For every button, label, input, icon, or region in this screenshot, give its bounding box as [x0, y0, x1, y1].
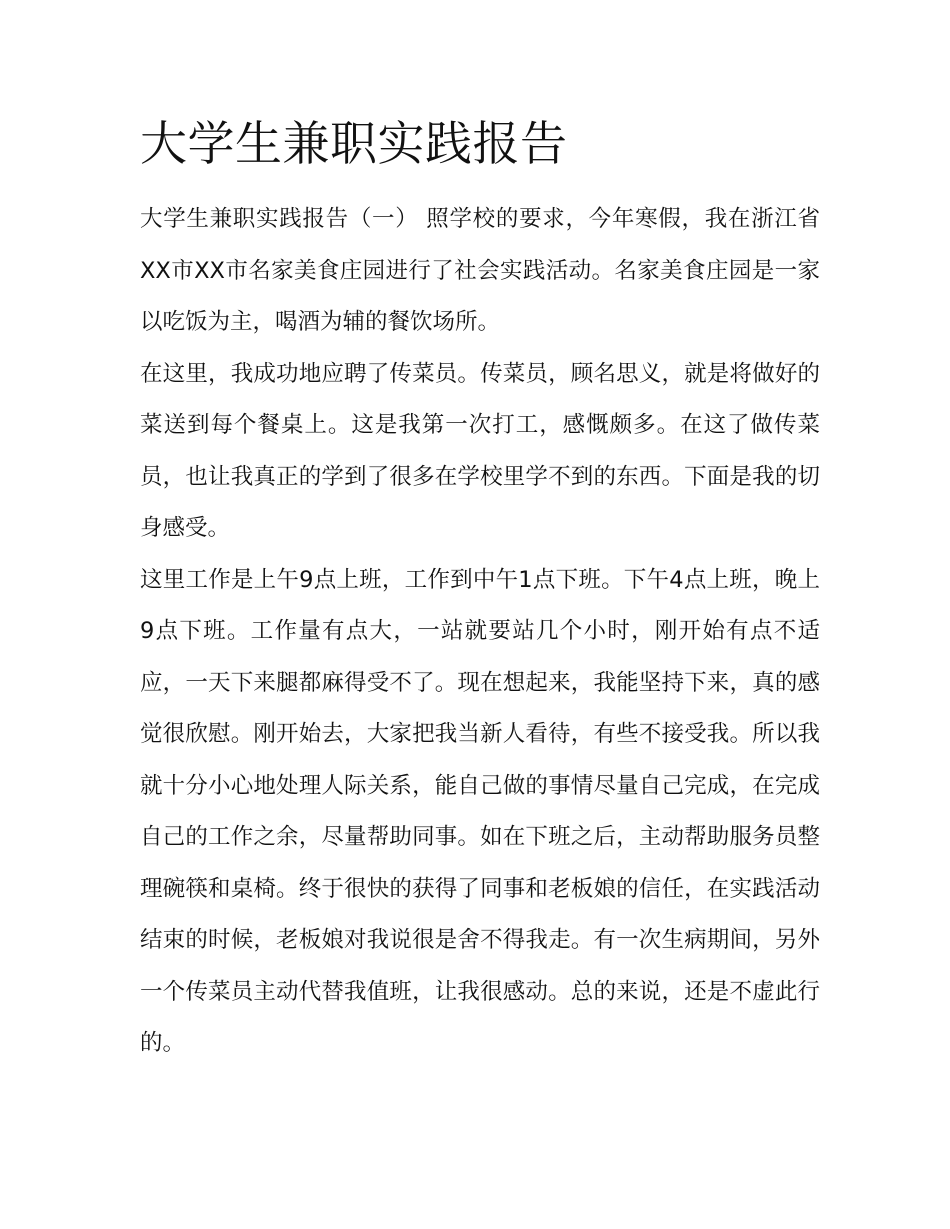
- document-body: [140, 112, 820, 1070]
- paragraph-job: 在这里，我成功地应聘了传菜员。传菜员，顾名思义，就是将做好的菜送到每个餐桌上。这是我第一次打工，感慨颇多。在这了做传菜员，也让我真正的学到了很多在学校里学不到的东西。下面是我的切身感受。: [140, 360, 820, 541]
- paragraph-intro: 大学生兼职实践报告（一） 照学校的要求，今年寒假，我在浙江省XX市XX市名家美食庄园进行了社会实践活动。名家美食庄园是一家以吃饭为主，喝酒为辅的餐饮场所。: [140, 206, 820, 335]
- document-title: 大学生兼职实践报告: [140, 117, 568, 172]
- paragraph-experience: 这里工作是上午9点上班，工作到中午1点下班。下午4点上班，晚上9点下班。工作量有点大，一站就要站几个小时，刚开始有点不适应，一天下来腿都麻得受不了。现在想起来，我能坚持下来，真的感觉很欣慰。刚开始去，大家把我当新人看待，有些不接受我。所以我就十分小心地处理人际关系，能自己做的事情尽量自己完成，在完成自己的工作之余，尽量帮助同事。如在下班之后，主动帮助服务员整理碗筷和桌椅。终于很快的获得了同事和老板娘的信任，在实践活动结束的时候，老板娘对我说很是舍不得我走。有一次生病期间，另外一个传菜员主动代替我值班，让我很感动。总的来说，还是不虚此行的。: [140, 566, 820, 1056]
